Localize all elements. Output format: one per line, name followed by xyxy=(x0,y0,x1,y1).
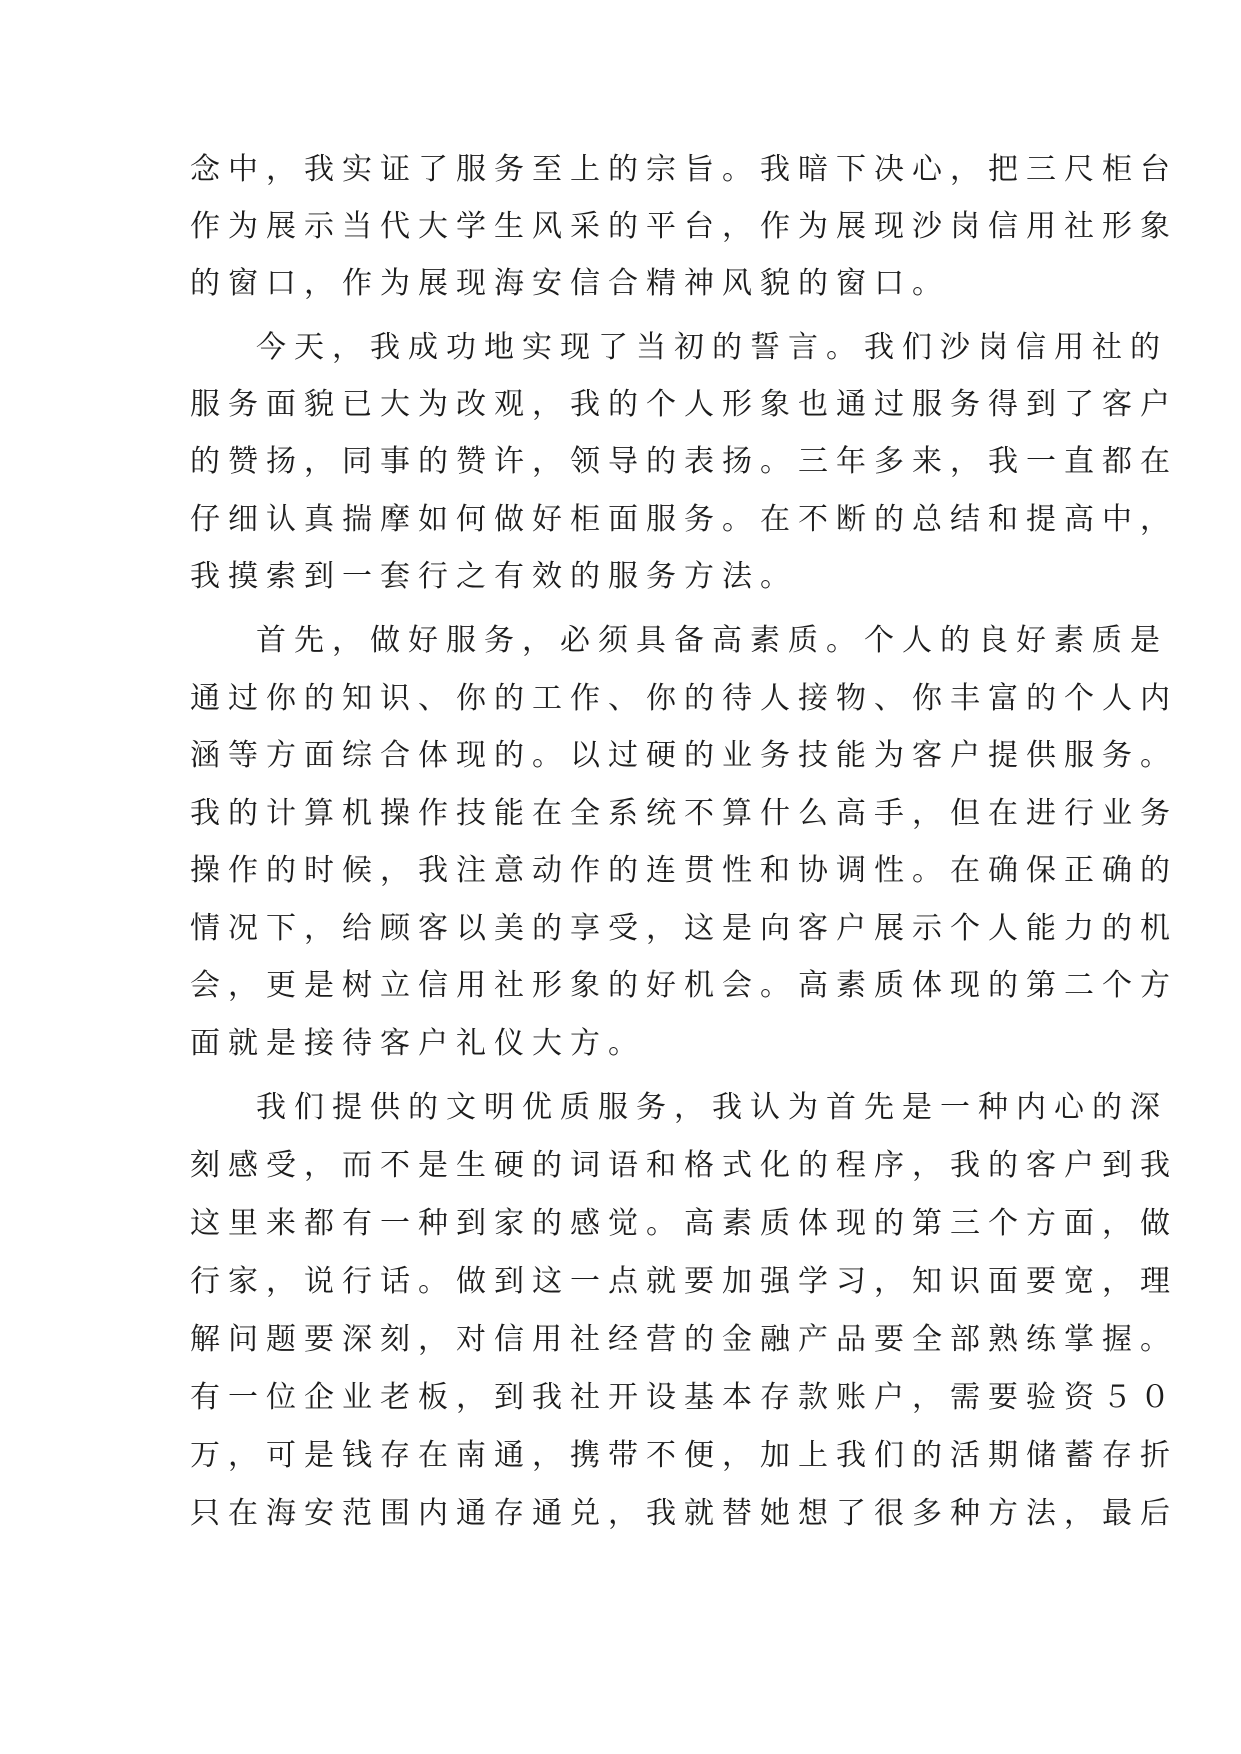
text-line: 服务面貌已大为改观，我的个人形象也通过服务得到了客户 xyxy=(190,387,1178,422)
text-line: 解问题要深刻，对信用社经营的金融产品要全部熟练掌握。 xyxy=(190,1322,1178,1357)
text-line: 念中，我实证了服务至上的宗旨。我暗下决心，把三尺柜台 xyxy=(190,152,1178,187)
text-line: 的窗口，作为展现海安信合精神风貌的窗口。 xyxy=(190,266,950,301)
text-line: 作为展示当代大学生风采的平台，作为展现沙岗信用社形象 xyxy=(190,209,1178,244)
paragraph-first-line: 首先，做好服务，必须具备高素质。个人的良好素质是 xyxy=(256,623,1168,658)
text-line: 通过你的知识、你的工作、你的待人接物、你丰富的个人内 xyxy=(190,681,1178,716)
text-line: 仔细认真揣摩如何做好柜面服务。在不断的总结和提高中， xyxy=(190,502,1178,537)
text-line: 的赞扬，同事的赞许，领导的表扬。三年多来，我一直都在 xyxy=(190,444,1178,479)
text-line: 这里来都有一种到家的感觉。高素质体现的第三个方面，做 xyxy=(190,1206,1178,1241)
text-line: 我摸索到一套行之有效的服务方法。 xyxy=(190,559,798,594)
text-line: 情况下，给顾客以美的享受，这是向客户展示个人能力的机 xyxy=(190,911,1178,946)
text-line: 涵等方面综合体现的。以过硬的业务技能为客户提供服务。 xyxy=(190,738,1178,773)
text-line: 面就是接待客户礼仪大方。 xyxy=(190,1026,646,1061)
text-line: 万，可是钱存在南通，携带不便，加上我们的活期储蓄存折 xyxy=(190,1438,1178,1473)
text-line: 我的计算机操作技能在全系统不算什么高手，但在进行业务 xyxy=(190,796,1178,831)
text-line: 会，更是树立信用社形象的好机会。高素质体现的第二个方 xyxy=(190,968,1178,1003)
paragraph-first-line: 今天，我成功地实现了当初的誓言。我们沙岗信用社的 xyxy=(256,330,1168,365)
text-line: 有一位企业老板，到我社开设基本存款账户，需要验资５０ xyxy=(190,1380,1178,1415)
text-line: 只在海安范围内通存通兑，我就替她想了很多种方法，最后 xyxy=(190,1496,1178,1531)
text-line: 刻感受，而不是生硬的词语和格式化的程序，我的客户到我 xyxy=(190,1148,1178,1183)
paragraph-first-line: 我们提供的文明优质服务，我认为首先是一种内心的深 xyxy=(256,1090,1168,1125)
text-line: 行家，说行话。做到这一点就要加强学习，知识面要宽，理 xyxy=(190,1264,1178,1299)
text-line: 操作的时候，我注意动作的连贯性和协调性。在确保正确的 xyxy=(190,853,1178,888)
